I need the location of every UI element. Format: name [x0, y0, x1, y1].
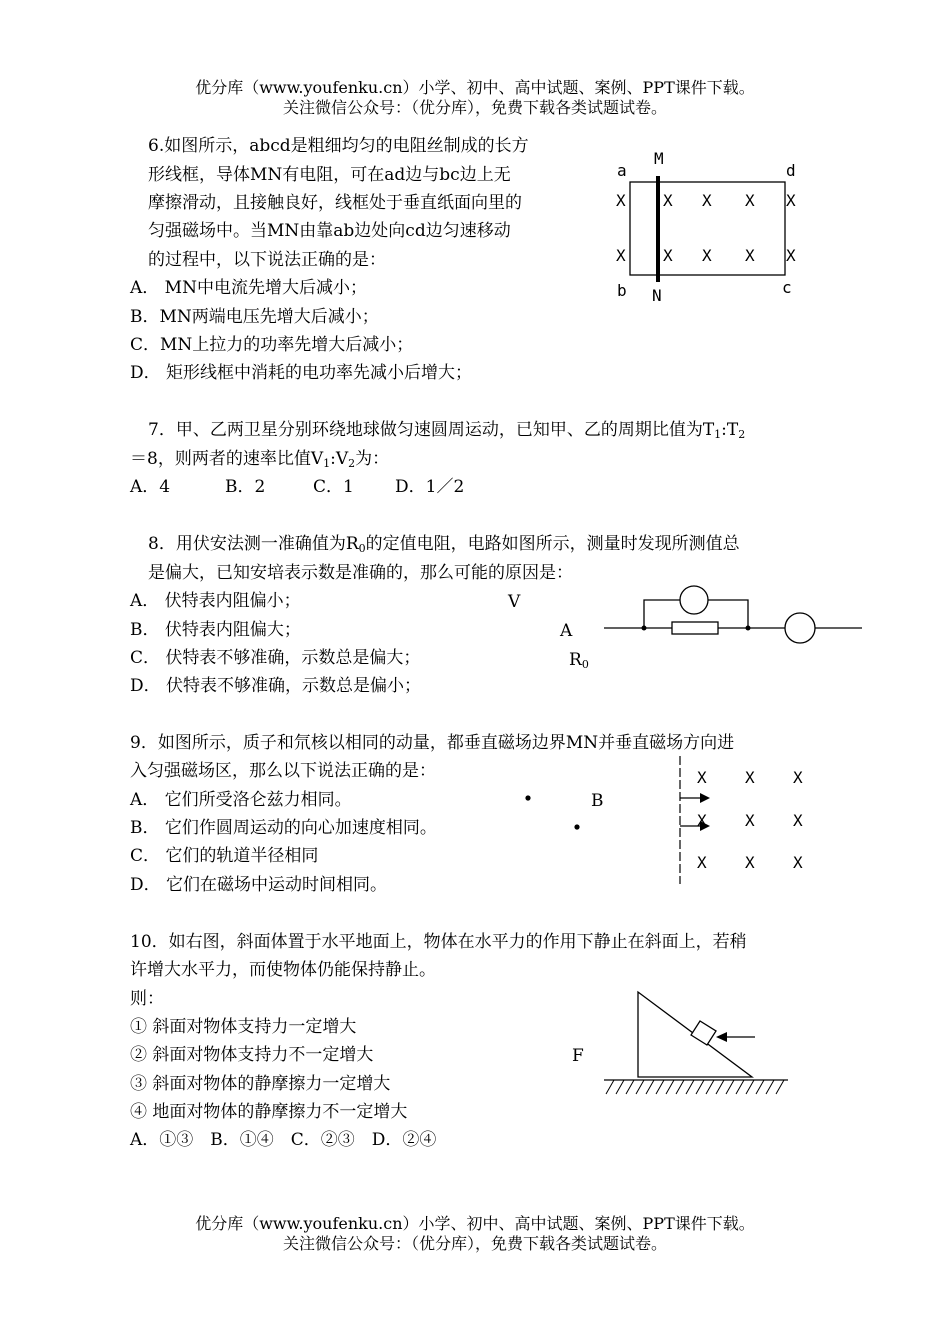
q7-subscript: 2	[348, 457, 356, 470]
q7-line-2-text: ＝8，则两者的速率比值V	[130, 449, 324, 469]
header-line-2: 关注微信公众号：（优分库），免费下载各类试题试卷。	[282, 98, 667, 117]
q9-field-mark: X	[793, 811, 803, 830]
q6-field-mark: X	[616, 246, 626, 265]
q9-field-mark: X	[697, 811, 707, 830]
q10-line-2: 许增大水平力，而使物体仍能保持静止。	[130, 960, 436, 980]
q6-field-mark: X	[702, 246, 712, 265]
q9-option-d: D． 它们在磁场中运动时间相同。	[130, 875, 388, 895]
q6-stem-line-2: 形线框，导体MN有电阻，可在ad边与bc边上无	[148, 165, 511, 185]
q7-subscript: 1	[714, 428, 722, 441]
q7-option-b: B．2	[225, 477, 266, 497]
q9-line-1: 9．如图所示，质子和氘核以相同的动量，都垂直磁场边界MN并垂直磁场方向进	[130, 733, 735, 753]
q10-force-arrowhead	[716, 1032, 727, 1042]
q6-stem-line-4: 匀强磁场中。当MN由靠ab边处向cd边匀速移动	[148, 221, 511, 241]
q9-field-mark: X	[697, 853, 707, 872]
q6-field-mark: X	[616, 191, 626, 210]
q8-label-r: R	[569, 650, 582, 670]
q6-stem-line-1: 6.如图所示，abcd是粗细均匀的电阻丝制成的长方	[148, 136, 529, 156]
q6-label-n: N	[652, 286, 662, 305]
q6-field-mark: X	[663, 246, 673, 265]
q8-subscript: 0	[581, 658, 589, 671]
q9-field-mark: X	[697, 768, 707, 787]
q6-option-c: C．MN上拉力的功率先增大后减小；	[130, 335, 414, 355]
q8-subscript: 0	[358, 542, 366, 555]
q7-option-d: D．1／2	[395, 477, 465, 497]
q10-statement-1: ① 斜面对物体支持力一定增大	[130, 1017, 357, 1037]
q8-option-d: D． 伏特表不够准确，示数总是偏小；	[130, 676, 422, 696]
q9-option-c: C． 它们的轨道半径相同	[130, 846, 319, 866]
q6-field-mark: X	[745, 246, 755, 265]
q9-field-mark: X	[745, 853, 755, 872]
footer-line-2: 关注微信公众号：（优分库），免费下载各类试题试卷。	[282, 1234, 667, 1253]
q6-field-mark: X	[663, 191, 673, 210]
q6-stem-line-5: 的过程中，以下说法正确的是：	[148, 250, 386, 270]
q6-option-d: D． 矩形线框中消耗的电功率先减小后增大；	[130, 363, 473, 383]
q6-stem-line-3: 摩擦滑动，且接触良好，线框处于垂直纸面向里的	[148, 193, 522, 213]
q8-line-1-rest: 的定值电阻，电路如图所示，测量时发现所测值总	[365, 534, 740, 554]
q6-field-mark: X	[786, 191, 796, 210]
q10-line-1: 10．如右图，斜面体置于水平地面上，物体在水平力的作用下静止在斜面上，若稍	[130, 932, 747, 952]
q9-field-mark: X	[745, 768, 755, 787]
q9-option-a: A． 它们所受洛仑兹力相同。	[130, 790, 352, 810]
q9-line-2: 入匀强磁场区，那么以下说法正确的是：	[130, 761, 436, 781]
q10-statement-2: ② 斜面对物体支持力不一定增大	[130, 1045, 374, 1065]
q6-field-mark: X	[786, 246, 796, 265]
q8-option-c: C． 伏特表不够准确，示数总是偏大；	[130, 648, 421, 668]
q10-line-3: 则：	[130, 989, 164, 1009]
q10-ground-hatching	[606, 1080, 784, 1094]
q9-field-mark: X	[793, 768, 803, 787]
q8-label-ammeter: A	[560, 621, 573, 641]
q10-statement-3: ③ 斜面对物体的静摩擦力一定增大	[130, 1074, 391, 1094]
header-line-1: 优分库（www.youfenku.cn）小学、初中、高中试题、案例、PPT课件下载。	[195, 78, 755, 97]
q10-options: A．①③ B．①④ C．②③ D．②④	[130, 1130, 437, 1150]
q7-line-1-ratio: :T	[721, 420, 739, 440]
q6-option-a: A． MN中电流先增大后减小；	[130, 278, 367, 298]
q6-field-mark: X	[702, 191, 712, 210]
q7-subscript: 2	[738, 428, 746, 441]
q9-option-b: B． 它们作圆周运动的向心加速度相同。	[130, 818, 437, 838]
q6-option-b: B．MN两端电压先增大后减小；	[130, 307, 379, 327]
footer-line-1: 优分库（www.youfenku.cn）小学、初中、高中试题、案例、PPT课件下载。	[195, 1214, 755, 1233]
q6-label-b: b	[617, 281, 627, 300]
q6-label-c: c	[782, 278, 792, 297]
q6-label-a: a	[617, 161, 627, 180]
q10-object-on-incline	[691, 1021, 716, 1045]
q10-label-f: F	[572, 1046, 584, 1066]
q7-subscript: 1	[323, 457, 331, 470]
q7-option-c: C．1	[313, 477, 354, 497]
q7-line-2-ratio: :V	[330, 449, 349, 469]
q8-label-voltmeter: V	[508, 592, 521, 612]
q7-line-1-text: 7．甲、乙两卫星分别环绕地球做匀速圆周运动，已知甲、乙的周期比值为T	[148, 420, 715, 440]
q7-option-a: A．4	[130, 477, 171, 497]
q9-field-mark: X	[793, 853, 803, 872]
q7-line-2-end: 为：	[355, 449, 390, 469]
q6-label-d: d	[786, 161, 796, 180]
q8-line-1-text: 8．用伏安法测一准确值为R	[148, 534, 359, 554]
q6-field-mark: X	[745, 191, 755, 210]
q9-label-b: B	[591, 791, 604, 811]
q8-option-a: A． 伏特表内阻偏小；	[130, 591, 301, 611]
q8-option-b: B． 伏特表内阻偏大；	[130, 620, 301, 640]
q10-statement-4: ④ 地面对物体的静摩擦力不一定增大	[130, 1102, 408, 1122]
q9-field-mark: X	[745, 811, 755, 830]
q8-line-2: 是偏大，已知安培表示数是准确的，那么可能的原因是：	[148, 563, 573, 583]
q6-label-m: M	[654, 149, 664, 168]
